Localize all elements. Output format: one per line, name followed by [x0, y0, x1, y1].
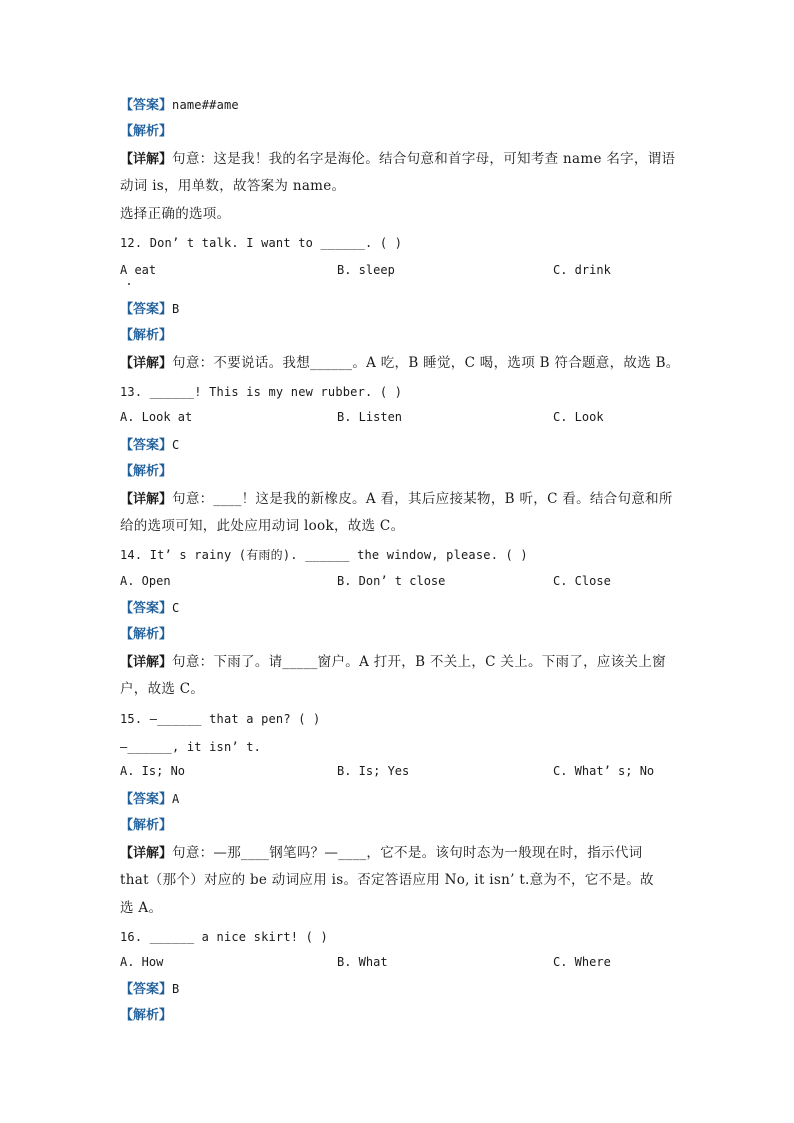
detail-row-15-a — [120, 843, 642, 864]
analysis-label: 【解析】 — [120, 464, 173, 479]
option-a: A. Look at — [120, 410, 193, 424]
detail-text: 句意：—那____钢笔吗？—____，它不是。该句时态为一般现在时，指示代词 — [172, 845, 643, 861]
analysis-label: 【解析】 — [120, 818, 173, 833]
question-12: 12. Don’ t talk. I want to ______. ( ) — [120, 236, 403, 250]
option-c: C. Where — [553, 955, 611, 969]
analysis-row-16 — [120, 1006, 172, 1026]
option-c: C. What’ s; No — [553, 764, 655, 778]
answer-label: 【答案】 — [120, 982, 173, 997]
detail-row-11-a — [120, 149, 675, 170]
answer-row-16 — [120, 979, 179, 1000]
option-b: B. Listen — [337, 410, 403, 424]
detail-row-11-b: 动词 is，用单数，故答案为 name。 — [120, 178, 346, 194]
detail-label: 【详解】 — [120, 356, 173, 371]
answer-value: name##ame — [172, 98, 239, 112]
analysis-row-14 — [120, 625, 172, 645]
question-13: 13. ______! This is my new rubber. ( ) — [120, 385, 403, 399]
option-a: A eat — [120, 263, 157, 277]
option-c: C. Close — [553, 574, 611, 588]
detail-row-14-a — [120, 652, 666, 673]
detail-row-15-b: that（那个）对应的 be 动词应用 is。否定答语应用 No, it isn’ t.意为不，它不是。故 — [120, 872, 654, 888]
answer-row-15 — [120, 789, 179, 810]
answer-row-12 — [120, 299, 179, 320]
answer-label: 【答案】 — [120, 438, 173, 453]
question-14: 14. It’ s rainy (有雨的). ______ the window, please. ( ) — [120, 548, 528, 562]
detail-row-13-b: 给的选项可知，此处应用动词 look，故选 C。 — [120, 518, 405, 534]
answer-value: C — [172, 438, 180, 452]
answer-row-11 — [120, 95, 239, 116]
answer-value: B — [172, 302, 180, 316]
answer-label: 【答案】 — [120, 601, 173, 616]
detail-text: 句意：不要说话。我想______。A 吃，B 睡觉，C 喝，选项 B 符合题意，故选 B。 — [172, 355, 680, 371]
options-row-12 — [0, 263, 794, 283]
analysis-label: 【解析】 — [120, 124, 173, 139]
option-a: A. Open — [120, 574, 171, 588]
detail-text: 句意：这是我！我的名字是海伦。结合句意和首字母，可知考查 name 名字，谓语 — [172, 151, 676, 167]
option-a: A. How — [120, 955, 164, 969]
option-b: B. What — [337, 955, 388, 969]
detail-row-12 — [120, 353, 680, 374]
answer-value: A — [172, 792, 180, 806]
analysis-row-13 — [120, 462, 172, 482]
instruction-text: 选择正确的选项。 — [120, 206, 231, 222]
answer-label: 【答案】 — [120, 792, 173, 807]
detail-text: 句意：下雨了。请_____窗户。A 打开，B 不关上，C 关上。下雨了，应该关上窗 — [172, 654, 666, 670]
answer-value: C — [172, 601, 180, 615]
detail-label: 【详解】 — [120, 152, 173, 167]
options-row-14 — [0, 574, 794, 594]
analysis-label: 【解析】 — [120, 328, 173, 343]
analysis-row-11 — [120, 122, 172, 142]
answer-row-13 — [120, 435, 179, 456]
detail-label: 【详解】 — [120, 655, 173, 670]
option-a: A. Is; No — [120, 764, 186, 778]
detail-row-15-c: 选 A。 — [120, 900, 163, 916]
question-15-line-1: 15. —______ that a pen? ( ) — [120, 712, 321, 726]
options-row-16 — [0, 955, 794, 975]
analysis-label: 【解析】 — [120, 1008, 173, 1023]
analysis-row-15 — [120, 816, 172, 836]
question-15-line-2: —______, it isn’ t. — [120, 740, 262, 754]
options-row-13 — [0, 410, 794, 430]
question-16: 16. ______ a nice skirt! ( ) — [120, 930, 328, 944]
analysis-label: 【解析】 — [120, 627, 173, 642]
answer-value: B — [172, 982, 180, 996]
answer-label: 【答案】 — [120, 98, 173, 113]
stray-dot — [128, 283, 130, 285]
analysis-row-12 — [120, 326, 172, 346]
detail-row-13-a — [120, 489, 673, 510]
option-c: C. drink — [553, 263, 611, 277]
option-b: B. Don’ t close — [337, 574, 446, 588]
detail-label: 【详解】 — [120, 492, 173, 507]
detail-label: 【详解】 — [120, 846, 173, 861]
option-b: B. sleep — [337, 263, 395, 277]
option-c: C. Look — [553, 410, 604, 424]
options-row-15 — [0, 764, 794, 784]
option-b: B. Is; Yes — [337, 764, 410, 778]
answer-label: 【答案】 — [120, 302, 173, 317]
answer-row-14 — [120, 598, 179, 619]
detail-row-14-b: 户，故选 C。 — [120, 681, 205, 697]
detail-text: 句意：____！这是我的新橡皮。A 看，其后应接某物，B 听，C 看。结合句意和所 — [172, 491, 673, 507]
